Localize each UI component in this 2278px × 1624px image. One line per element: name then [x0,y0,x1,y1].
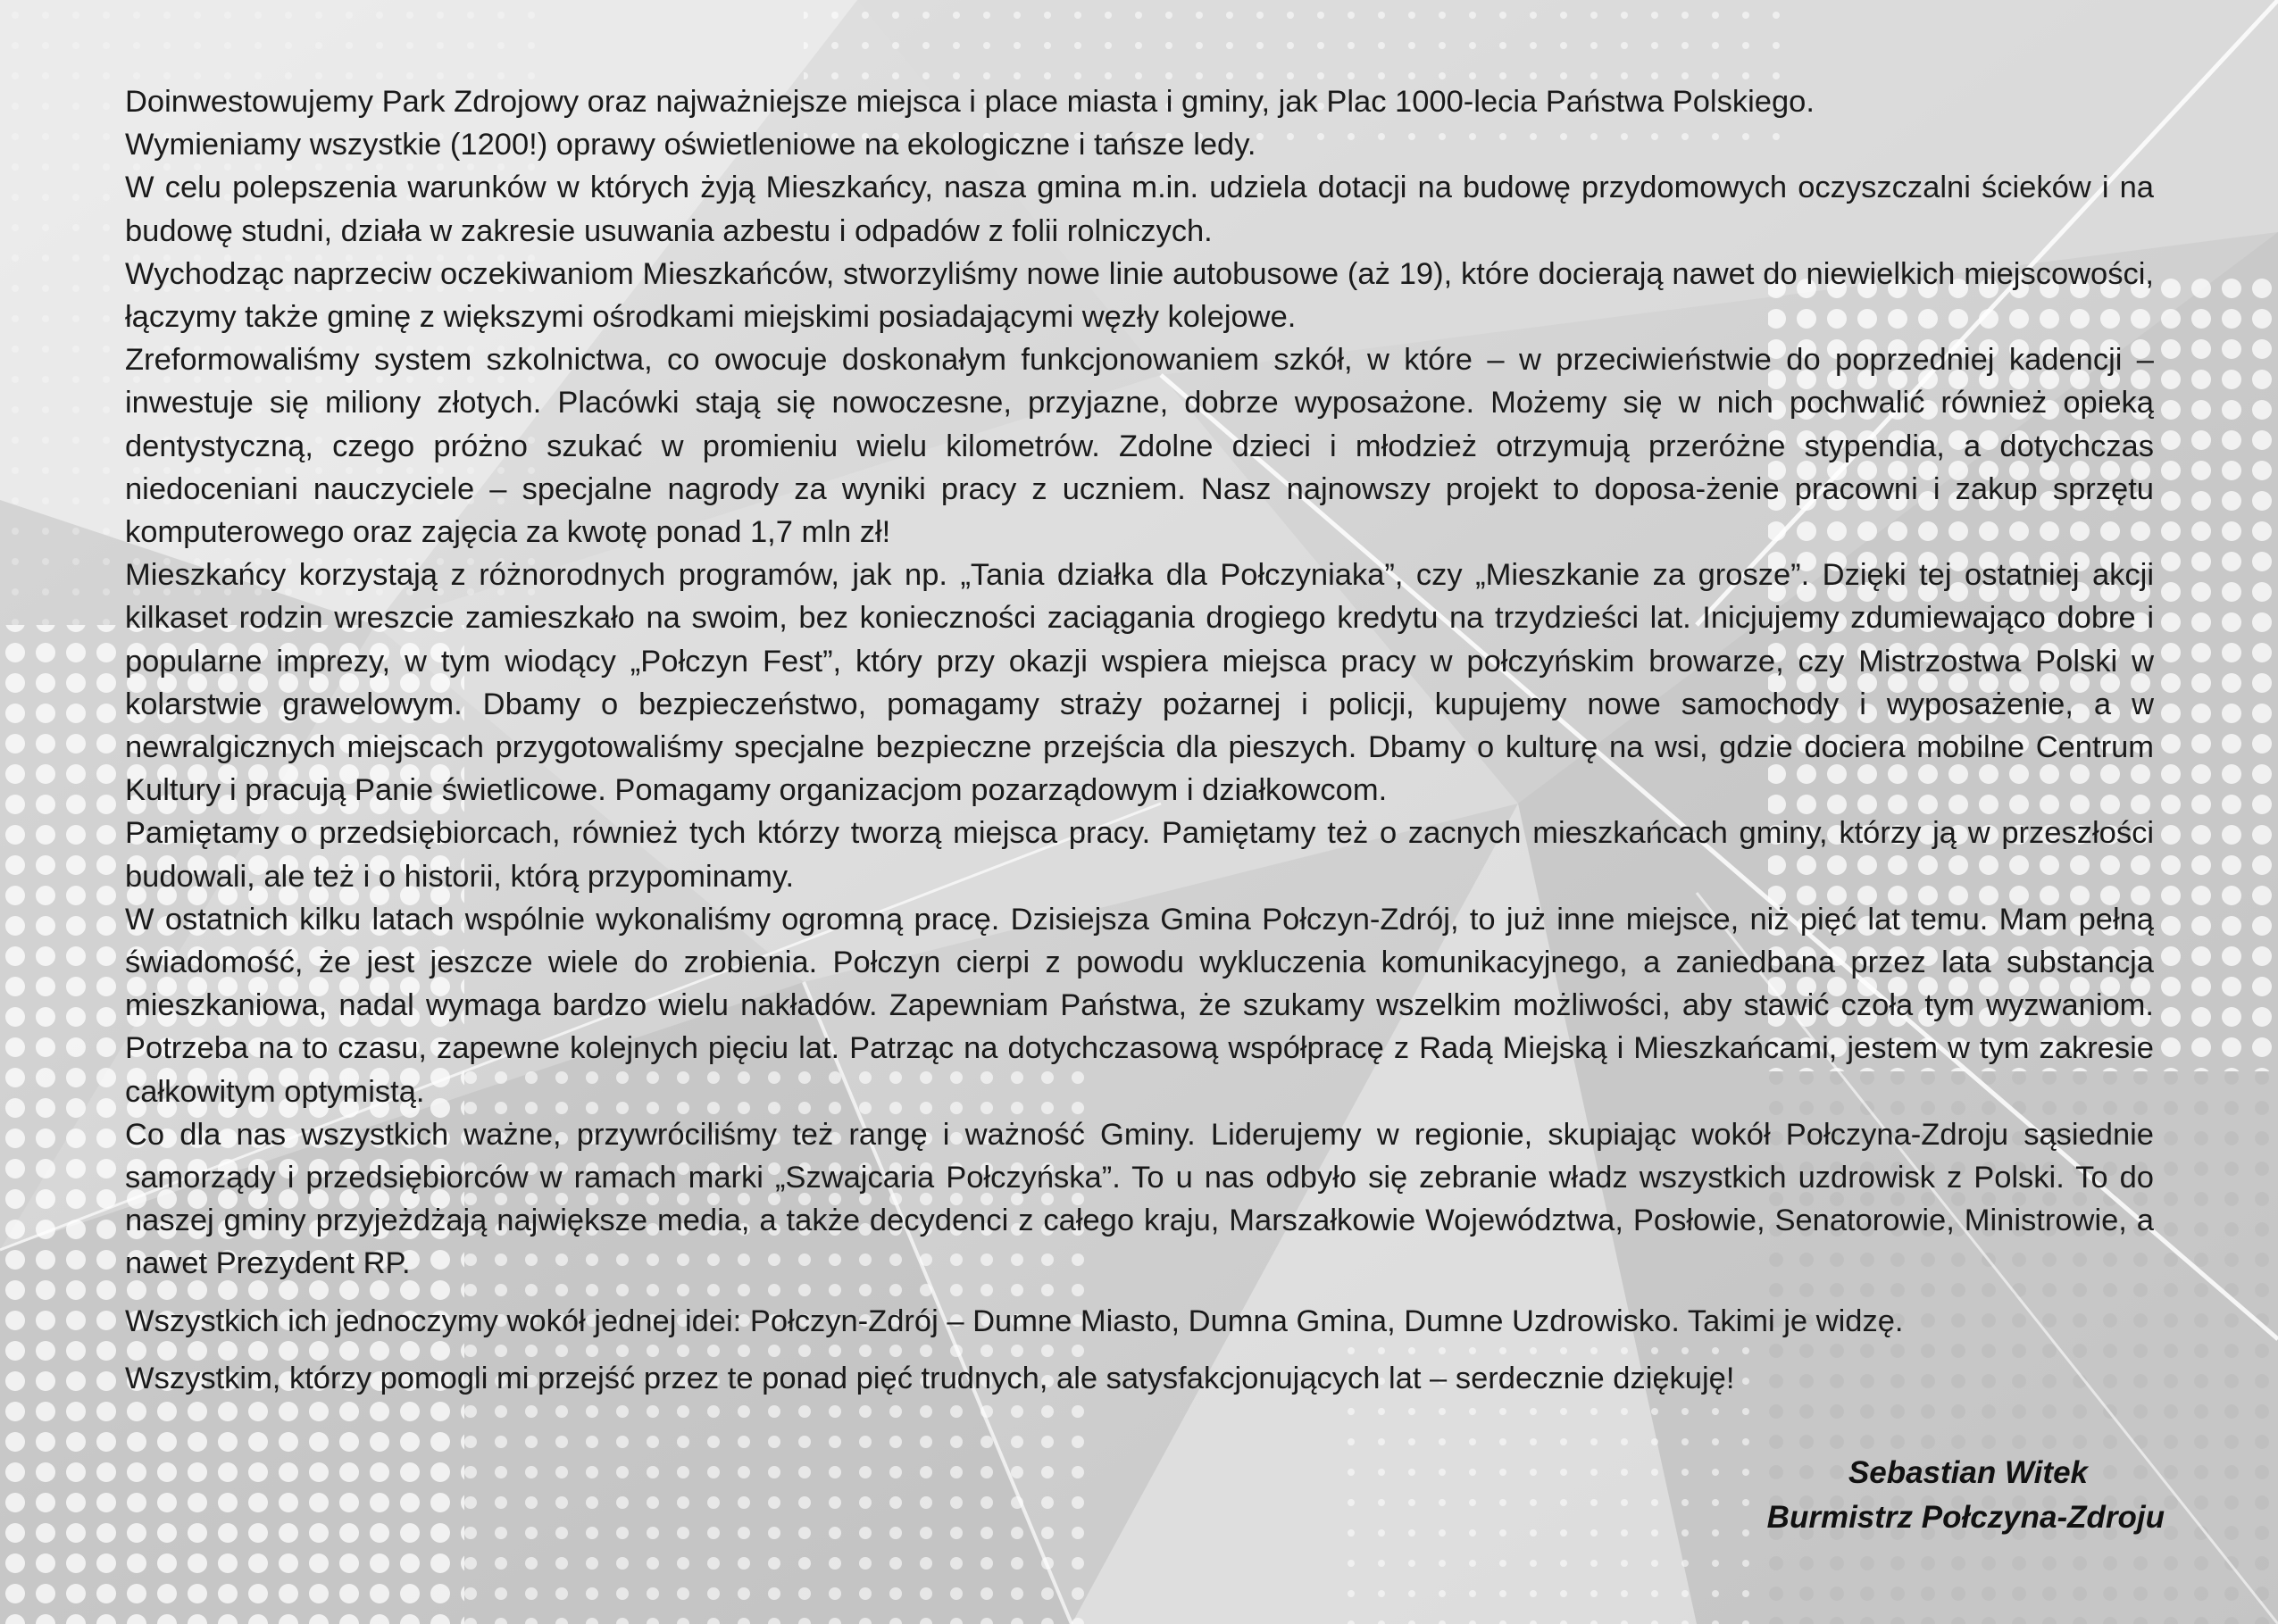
letter-body [125,80,2154,1400]
paragraph: Wszystkich ich jednoczymy wokół jednej idei: Połczyn-Zdrój – Dumne Miasto, Dumna Gmina, Dumne Uzdrowisko. Takimi je widzę. [125,1303,1904,1338]
paragraph: Zreformowaliśmy system szkolnictwa, co owocuje doskonałym funkcjonowaniem szkół, w które – w przeciwieństwie do poprzedniej kadencji – inwestuje się miliony złotych. Placówki stają się nowoczesne, przyjazne, dobrze wyposażone. Możemy się w nich pochwalić również opieką dentystyczną, czego próżno szukać w promieniu wielu kilometrów. Zdolne dzieci i młodzież otrzymują przeróżne stypendia, a dotychczas niedoceniani nauczyciele – specjalne nagrody za wyniki pracy z uczniem. Nasz najnowszy projekt to doposa-żenie pracowni i zakup sprzętu komputerowego oraz zajęcia za kwotę ponad 1,7 mln zł! [125,343,2154,550]
paragraph-list [125,80,2154,1400]
signature-block [1607,1451,2165,1540]
paragraph: Pamiętamy o przedsiębiorcach, również tych którzy tworzą miejsca pracy. Pamiętamy też o zacnych mieszkańcach gminy, którzy ją w przeszłości budowali, ale też i o historii, którą przypominamy. [125,816,2154,894]
paragraph: Doinwestowujemy Park Zdrojowy oraz najważniejsze miejsca i place miasta i gminy, jak Plac 1000-lecia Państwa Polskiego. [125,85,1815,119]
paragraph: Mieszkańcy korzystają z różnorodnych programów, jak np. „Tania działka dla Połczyniaka”, czy „Mieszkanie za grosze”. Dzięki tej ostatniej akcji kilkaset rodzin wreszcie zamieszkało na swoim, bez konieczności zaciągania drogiego kredytu na trzydzieści lat. Inicjujemy zdumiewająco dobre i popularne imprezy, w tym wiodący „Połczyn Fest”, który przy okazji wspiera miejsca pracy w połczyńskim browarze, czy Mistrzostwa Polski w kolarstwie grawelowym. Dbamy o bezpieczeństwo, pomagamy straży pożarnej i policji, kupujemy nowe samochody i wyposażenie, a w newralgicznych miejscach przygotowaliśmy specjalne bezpieczne przejścia dla pieszych. Dbamy o kulturę na wsi, gdzie dociera mobilne Centrum Kultury i pracują Panie świetlicowe. Pomagamy organizacjom pozarządowym i działkowcom. [125,558,2154,808]
paragraph: Wychodząc naprzeciw oczekiwaniom Mieszkańców, stworzyliśmy nowe linie autobusowe (aż 19), które docierają nawet do niewielkich miejscowości, łączymy także gminę z większymi ośrodkami miejskimi posiadającymi węzły kolejowe. [125,256,2154,335]
paragraph: Co dla nas wszystkich ważne, przywróciliśmy też rangę i ważność Gminy. Liderujemy w regionie, skupiając wokół Połczyna-Zdroju sąsiednie samorządy i przedsiębiorców w ramach marki „Szwajcaria Połczyńska”. To u nas odbyło się zebranie władz wszystkich uzdrowisk z Polski. To do naszej gminy przyjeżdżają największe media, a także decydenci z całego kraju, Marszałkowie Województwa, Posłowie, Senatorowie, Ministrowie, a nawet Prezydent RP. [125,1117,2154,1281]
paragraph: W celu polepszenia warunków w których żyją Mieszkańcy, nasza gmina m.in. udziela dotacji na budowę przydomowych oczyszczalni ścieków i na budowę studni, działa w zakresie usuwania azbestu i odpadów z folii rolniczych. [125,171,2154,248]
signature-title: Burmistrz Połczyna-Zdroju [1766,1500,2165,1535]
signature-name: Sebastian Witek [1848,1455,2088,1490]
paragraph: Wymieniamy wszystkie (1200!) oprawy oświetleniowe na ekologiczne i tańsze ledy. [125,128,1256,162]
paragraph: Wszystkim, którzy pomogli mi przejść przez te ponad pięć trudnych, ale satysfakcjonujących lat – serdecznie dziękuję! [125,1361,1735,1395]
paragraph: W ostatnich kilku latach wspólnie wykonaliśmy ogromną pracę. Dzisiejsza Gmina Połczyn-Zdrój, to już inne miejsce, niż pięć lat temu. Mam pełną świadomość, że jest jeszcze wiele do zrobienia. Połczyn cierpi z powodu wykluczenia komunikacyjnego, a zaniedbana przez lata substancja mieszkaniowa, nadal wymaga bardzo wielu nakładów. Zapewniam Państwa, że szukamy wszelkim możliwości, aby stawić czoła tym wyzwaniom. Potrzeba na to czasu, zapewne kolejnych pięciu lat. Patrząc na dotychczasową współpracę z Radą Miejską i Mieszkańcami, jestem w tym zakresie całkowitym optymistą. [125,902,2154,1109]
